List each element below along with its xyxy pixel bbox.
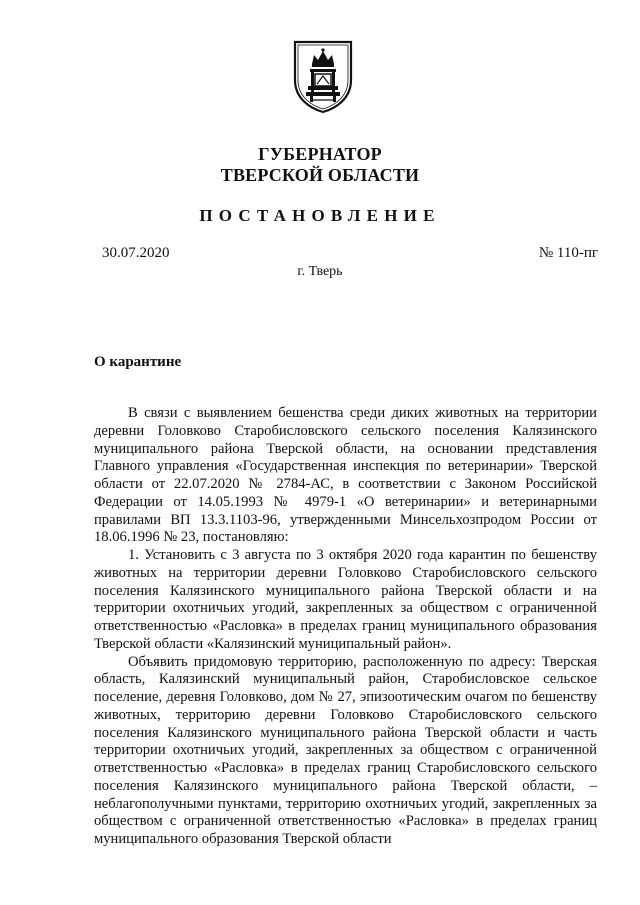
document-subject: О карантине: [94, 354, 182, 370]
document-city: г. Тверь: [297, 264, 343, 279]
document-date: 30.07.2020: [102, 245, 170, 261]
body-paragraph-item-1: 1. Установить с 3 августа по 3 октября 2020 года карантин по бешенству животных на территории деревни Головково Старобисловского сельского поселения Калязинского муниципального района Тверской области и на территории охотничьих угодий, закрепленных за обществом с ограниченной ответственностью «Расловка» в пределах границ муниципального образования Тверской области «Калязинский муниципальный район».: [94, 547, 597, 652]
issuer-title-line2: ТВЕРСКОЙ ОБЛАСТИ: [220, 165, 420, 185]
document-body: [94, 405, 597, 849]
body-paragraph-declaration: Объявить придомовую территорию, расположенную по адресу: Тверская область, Калязинский муниципальный район, Старобисловское сельское поселение, деревня Головково, дом № 27, эпизоотическим очагом по бешенству животных, территорию деревни Головково Старобисловского сельского поселения Калязинского муниципального района Тверской области и часть территории охотничьих угодий, закрепленных за обществом с ограниченной ответственностью «Расловка» в пределах границ Старобисловского сельского поселения Калязинского муниципального района Тверской области, – неблагополучными пунктами, территорию охотничьих угодий, закрепленных за обществом с ограниченной ответственностью «Расловка» в пределах границ муниципального образования Тверской области: [94, 653, 597, 847]
coat-of-arms-icon: [292, 40, 354, 114]
document-number: № 110-пг: [538, 245, 598, 261]
issuer-title-line1: ГУБЕРНАТОР: [258, 144, 382, 164]
body-paragraph-preamble: В связи с выявлением бешенства среди диких животных на территории деревни Головково Старобисловского сельского поселения Калязинского муниципального района Тверской области, на основании представления Главного управления «Государственная инспекция по ветеринарии» Тверской области от 22.07.2020 № 2784-АС, в соответствии с Законом Российской Федерации от 14.05.1993 № 4979-1 «О ветеринарии» и ветеринарными правилами ВП 13.3.1103-96, утвержденными Минсельхозпродом России от 18.06.1996 № 23, постановляю:: [94, 405, 597, 546]
document-type: ПОСТАНОВЛЕНИЕ: [199, 206, 441, 225]
